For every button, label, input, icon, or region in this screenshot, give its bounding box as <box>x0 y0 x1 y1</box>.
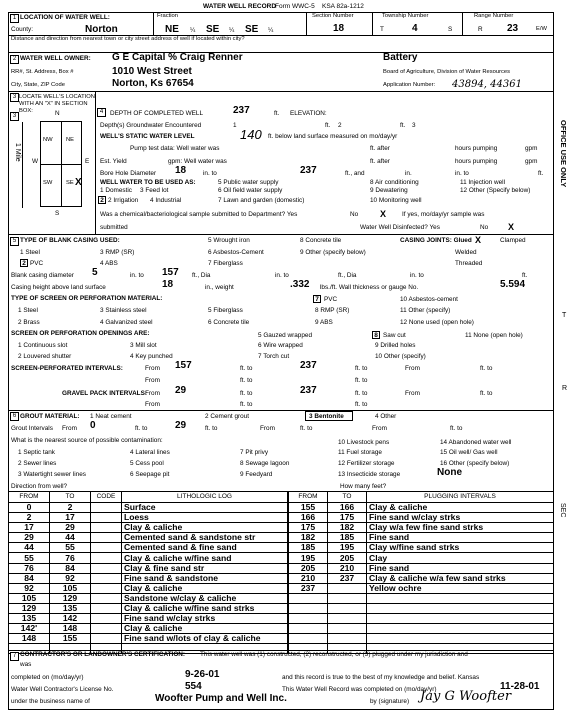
section-number-2: 2 <box>10 55 19 64</box>
table-row <box>9 603 288 613</box>
to-cell <box>328 583 367 593</box>
table-row <box>9 523 288 533</box>
description-cell: Loess <box>122 513 288 523</box>
description-cell: Clay & caliche <box>367 503 554 513</box>
groundwater-label: Depth(s) Groundwater Encountered <box>100 122 202 129</box>
from-cell <box>289 593 328 603</box>
section-box-label: LOCATE WELL'S LOCATION WITH AN "X" IN SECTION BOX: <box>19 94 95 114</box>
table-row <box>289 533 554 543</box>
fraction-1: NE <box>165 24 179 35</box>
from-cell: 0 <box>9 503 50 513</box>
description-cell: Fine sand w/clay strks <box>367 513 554 523</box>
board-label: Board of Agriculture, Division of Water Resources <box>383 69 511 75</box>
section-number-6: 6 <box>10 412 19 421</box>
to-cell <box>328 634 367 644</box>
city-label: City, State, ZIP Code <box>11 82 65 88</box>
from-cell: 92 <box>9 583 50 593</box>
table-row <box>9 583 288 593</box>
description-cell <box>367 634 554 644</box>
table-row <box>289 513 554 523</box>
description-cell: Sandstone w/clay & caliche <box>122 593 288 603</box>
description-cell <box>367 624 554 634</box>
static-level-label: WELL'S STATIC WATER LEVEL <box>100 133 195 140</box>
well-location-mark: X <box>75 177 82 188</box>
table-row <box>289 593 554 603</box>
static-level-value: 140 <box>240 127 262 142</box>
table-row <box>289 543 554 553</box>
to-cell: 29 <box>50 523 91 533</box>
pvc-screen-checkbox[interactable]: 7 <box>313 295 321 303</box>
to-cell: 76 <box>50 553 91 563</box>
fraction-2: SE <box>206 24 220 35</box>
from-cell: 76 <box>9 563 50 573</box>
to-cell: 210 <box>328 563 367 573</box>
table-row <box>9 634 288 644</box>
description-cell: Fine sand w/lots of clay & caliche <box>122 634 288 644</box>
table-row <box>9 614 288 624</box>
office-use-label: OFFICE USE ONLY <box>559 120 568 188</box>
description-cell: Fine sand <box>367 533 554 543</box>
application-label: Application Number: <box>383 82 436 88</box>
table-row <box>9 573 288 583</box>
from-cell: 195 <box>289 553 328 563</box>
bore-diameter: 18 <box>175 165 187 176</box>
description-cell: Clay & caliche <box>122 624 288 634</box>
to-cell: 135 <box>50 603 91 613</box>
from-cell: 17 <box>9 523 50 533</box>
section-value: 18 <box>333 23 345 34</box>
code-cell <box>91 634 122 644</box>
fraction-3: SE <box>245 24 259 35</box>
section-number-label: Section Number <box>312 13 354 19</box>
to-cell: 2 <box>50 503 91 513</box>
table-row <box>289 563 554 573</box>
code-cell <box>91 593 122 603</box>
to-cell: 84 <box>50 563 91 573</box>
to-cell: 55 <box>50 543 91 553</box>
elevation-label: ELEVATION: <box>290 110 327 117</box>
license-number: 554 <box>185 681 202 692</box>
depth-value: 237 <box>233 105 250 116</box>
grout-label: GROUT MATERIAL: <box>20 413 80 420</box>
township-value: 4 <box>412 23 418 34</box>
use-label: WELL WATER TO BE USED AS: <box>100 179 196 186</box>
to-cell <box>328 614 367 624</box>
form-number: Form WWC-5 <box>275 3 315 10</box>
to-cell: 175 <box>328 513 367 523</box>
owner-extra: Battery <box>383 52 418 63</box>
description-cell: Clay & caliche w/fine sand <box>122 553 288 563</box>
to-cell: 182 <box>328 523 367 533</box>
section-number-4: 4 <box>97 108 106 117</box>
code-cell <box>91 523 122 533</box>
table-row <box>289 583 554 593</box>
table-row <box>289 503 554 513</box>
from-cell: 105 <box>9 593 50 603</box>
description-cell: Clay w/a few fine sand strks <box>367 523 554 533</box>
table-row <box>289 634 554 644</box>
table-row <box>9 563 288 573</box>
lithologic-log-table: FROM TO CODE LITHOLOGIC LOG 0 2 Surface 2 17 Loess 17 29 Clay & caliche 29 44 Cemented sand & sandstone str 44 55 Cemented sand & fine sand 55 76 Clay & caliche w/fine sand 76 84 Clay & fine sand str 84 92 Fine sand & sandstone 92 105 Clay & caliche 105 129 Sandstone w/clay & caliche 129 135 Clay & caliche w/fine sand strks 135 142 Fine sand w/clay strks 142' 148 Clay & caliche 148 155 Fine sand w/lots of clay & caliche <box>8 491 288 654</box>
description-cell: Clay <box>367 553 554 563</box>
to-cell: 155 <box>50 634 91 644</box>
from-cell: 44 <box>9 543 50 553</box>
code-cell <box>91 573 122 583</box>
from-cell: 166 <box>289 513 328 523</box>
description-cell <box>367 593 554 603</box>
to-cell: 185 <box>328 533 367 543</box>
bore-depth: 237 <box>300 165 317 176</box>
distance-label: Distance and direction from nearest town or city street address of well if located within city? <box>11 36 245 42</box>
from-cell: 175 <box>289 523 328 533</box>
county-label: County: <box>11 26 34 33</box>
table-row <box>289 614 554 624</box>
code-cell <box>91 624 122 634</box>
ksa-reference: KSA 82a-1212 <box>322 3 364 10</box>
code-cell <box>91 583 122 593</box>
to-cell: 129 <box>50 593 91 603</box>
code-cell <box>91 503 122 513</box>
table-row <box>9 593 288 603</box>
range-value: 23 <box>507 23 519 34</box>
from-cell <box>289 614 328 624</box>
mile-label: 1 Mile <box>14 143 21 162</box>
table-row <box>9 503 288 513</box>
county-value: Norton <box>85 24 118 35</box>
from-cell: 29 <box>9 533 50 543</box>
to-cell: 92 <box>50 573 91 583</box>
table-row <box>9 543 288 553</box>
section-number-3: 3 <box>10 93 19 102</box>
city-value: Norton, Ks 67654 <box>112 78 194 89</box>
from-cell <box>289 624 328 634</box>
description-cell: Clay & caliche <box>122 523 288 533</box>
description-cell: Fine sand <box>367 563 554 573</box>
section-number-7: 7 <box>10 652 19 661</box>
from-cell <box>289 603 328 613</box>
description-cell: Fine sand & sandstone <box>122 573 288 583</box>
description-cell: Clay w/fine sand strks <box>367 543 554 553</box>
township-label: Township Number <box>382 13 429 19</box>
fraction-label: Fraction <box>157 13 178 19</box>
code-cell <box>91 563 122 573</box>
contamination-none: None <box>437 467 462 478</box>
section-number-5: 5 <box>10 237 19 246</box>
location-label: LOCATION OF WATER WELL: <box>20 14 110 21</box>
owner-name: G E Capital % Craig Renner <box>112 52 243 63</box>
business-name: Woofter Pump and Well Inc. <box>155 693 287 704</box>
application-value: 43894, 44361 <box>452 79 522 90</box>
description-cell: Cemented sand & sandstone str <box>122 533 288 543</box>
code-cell <box>91 614 122 624</box>
description-cell: Clay & caliche w/a few sand strks <box>367 573 554 583</box>
from-cell: 129 <box>9 603 50 613</box>
table-row <box>289 573 554 583</box>
saw-cut-checkbox[interactable]: 8 <box>372 331 380 339</box>
record-date: 11-28-01 <box>500 681 540 692</box>
from-cell: 84 <box>9 573 50 583</box>
to-cell: 237 <box>328 573 367 583</box>
description-cell: Fine sand w/clay strks <box>122 614 288 624</box>
from-cell: 2 <box>9 513 50 523</box>
owner-label: WATER WELL OWNER: <box>20 55 91 62</box>
from-cell: 148 <box>9 634 50 644</box>
range-label: Range Number <box>474 13 514 19</box>
from-cell: 135 <box>9 614 50 624</box>
from-cell: 237 <box>289 583 328 593</box>
from-cell: 182 <box>289 533 328 543</box>
table-row <box>9 624 288 634</box>
from-cell: 185 <box>289 543 328 553</box>
to-cell: 105 <box>50 583 91 593</box>
from-cell: 210 <box>289 573 328 583</box>
table-row <box>289 603 554 613</box>
table-row <box>289 553 554 563</box>
description-cell: Clay & caliche <box>122 583 288 593</box>
to-cell <box>328 593 367 603</box>
table-row <box>289 624 554 634</box>
range-direction: E/W <box>536 26 547 32</box>
table-row <box>9 533 288 543</box>
signature: Jay G Woofter <box>420 689 512 704</box>
description-cell: Clay & caliche w/fine sand strks <box>122 603 288 613</box>
to-cell <box>328 603 367 613</box>
code-cell <box>91 513 122 523</box>
code-cell <box>91 543 122 553</box>
completion-date: 9-26-01 <box>185 669 220 680</box>
section-number-1: 1 <box>10 14 19 23</box>
depth-label: DEPTH OF COMPLETED WELL <box>110 110 204 117</box>
from-cell: 142' <box>9 624 50 634</box>
from-cell <box>289 634 328 644</box>
description-cell: Yellow ochre <box>367 583 554 593</box>
to-cell: 17 <box>50 513 91 523</box>
table-row <box>289 523 554 533</box>
from-cell: 205 <box>289 563 328 573</box>
description-cell <box>367 603 554 613</box>
code-cell <box>91 533 122 543</box>
from-cell: 155 <box>289 503 328 513</box>
description-cell: Cemented sand & fine sand <box>122 543 288 553</box>
to-cell <box>328 624 367 634</box>
description-cell: Clay & fine sand str <box>122 563 288 573</box>
plugging-intervals-table: FROM TO PLUGGING INTERVALS 155 166 Clay & caliche 166 175 Fine sand w/clay strks 175 182 Clay w/a few fine sand strks 182 185 Fine sand 185 195 Clay w/fine sand strks 195 205 Clay 205 210 Fine sand 210 237 Clay & caliche w/a few sand strks 237 Yellow ochre <box>288 491 554 654</box>
from-cell: 55 <box>9 553 50 563</box>
to-cell: 142 <box>50 614 91 624</box>
table-row <box>9 513 288 523</box>
casing-label: TYPE OF BLANK CASING USED: <box>20 237 120 244</box>
to-cell: 148 <box>50 624 91 634</box>
description-cell: Surface <box>122 503 288 513</box>
form-title: WATER WELL RECORD <box>203 3 277 10</box>
code-cell <box>91 603 122 613</box>
to-cell: 166 <box>328 503 367 513</box>
to-cell: 205 <box>328 553 367 563</box>
table-row <box>9 553 288 563</box>
address-label: RR#, St. Address, Box # <box>11 69 74 75</box>
to-cell: 195 <box>328 543 367 553</box>
irrigation-checkbox[interactable]: 2 <box>98 196 106 204</box>
address-value: 1010 West Street <box>112 66 192 77</box>
to-cell: 44 <box>50 533 91 543</box>
pvc-casing-checkbox[interactable]: 2 <box>20 259 28 267</box>
description-cell <box>367 614 554 624</box>
code-cell <box>91 553 122 563</box>
